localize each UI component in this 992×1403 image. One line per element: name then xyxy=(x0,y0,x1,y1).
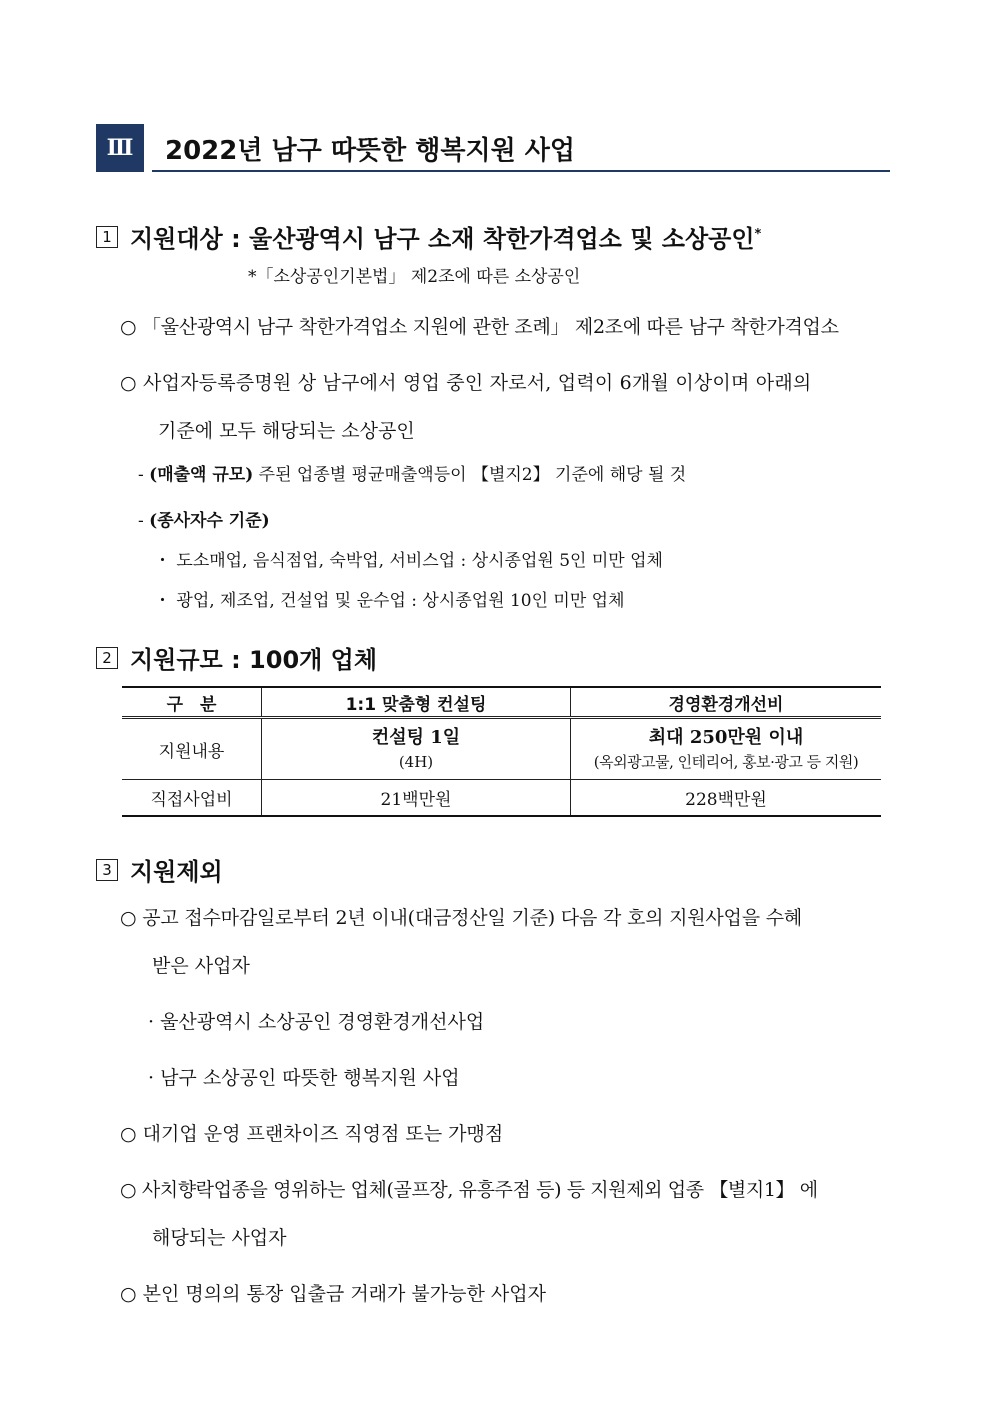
target-item-ordinance: ○ 「울산광역시 남구 착한가격업소 지원에 관한 조례」 제2조에 따른 남구 착한가격업소 xyxy=(120,316,839,338)
table-header-row xyxy=(122,687,881,718)
staff-item-manufacturing: ・ 광업, 제조업, 건설업 및 운수업 : 상시종업원 10인 미만 업체 xyxy=(154,591,625,611)
table-row xyxy=(122,718,881,780)
exclude-item-franchise: ○ 대기업 운영 프랜차이즈 직영점 또는 가맹점 xyxy=(120,1123,504,1145)
sales-prefix: - xyxy=(138,465,150,485)
exclude-item-luxury-cont: 해당되는 사업자 xyxy=(152,1227,287,1249)
sales-label: (매출액 규모) xyxy=(149,465,254,485)
row-label-budget: 직접사업비 xyxy=(122,780,262,816)
section-underline xyxy=(152,170,890,172)
exclude-heading-text: 지원제외 xyxy=(130,858,223,886)
scale-heading xyxy=(96,640,377,675)
header-improvement-cost: 경영환경개선비 xyxy=(571,687,882,718)
sales-text: 주된 업종별 평균매출액등이 【별지2】 기준에 해당 될 것 xyxy=(253,465,687,485)
section-number-badge: Ⅲ xyxy=(96,124,144,172)
exclude-sub-ulsan-program: · 울산광역시 소상공인 경영환경개선사업 xyxy=(148,1011,485,1033)
scale-number-box: 2 xyxy=(96,647,118,669)
target-heading xyxy=(96,219,761,254)
staff-item-retail: ・ 도소매업, 음식점업, 숙박업, 서비스업 : 상시종업원 5인 미만 업체 xyxy=(154,551,663,571)
staff-prefix: - xyxy=(138,511,150,531)
target-sales-criteria xyxy=(138,460,686,485)
cell-improvement-content xyxy=(571,718,882,780)
table-row xyxy=(122,780,881,816)
target-heading-text: 지원대상 : 울산광역시 남구 소재 착한가격업소 및 소상공인 xyxy=(130,225,755,253)
improvement-main: 최대 250만원 이내 xyxy=(648,727,804,748)
target-staff-criteria xyxy=(138,506,270,531)
exclude-item-luxury: ○ 사치향락업종을 영위하는 업체(골프장, 유흥주점 등) 등 지원제외 업종 【별지1】 에 xyxy=(120,1179,818,1201)
cell-improvement-budget: 228백만원 xyxy=(571,780,882,816)
support-scale-table xyxy=(122,686,881,817)
header-category: 구 분 xyxy=(122,687,262,718)
exclude-item-prior-support: ○ 공고 접수마감일로부터 2년 이내(대금정산일 기준) 다음 각 호의 지원사업을 수혜 xyxy=(120,907,803,929)
exclude-item-prior-support-cont: 받은 사업자 xyxy=(152,955,250,977)
scale-heading-text: 지원규모 : 100개 업체 xyxy=(130,646,378,674)
improvement-sub: (옥외광고물, 인테리어, 홍보·광고 등 지원) xyxy=(593,753,859,771)
exclude-item-bank-account: ○ 본인 명의의 통장 입출금 거래가 불가능한 사업자 xyxy=(120,1283,546,1305)
target-number-box: 1 xyxy=(96,226,118,248)
cell-consulting-content xyxy=(262,718,571,780)
exclude-heading xyxy=(96,852,223,887)
cell-consulting-budget: 21백만원 xyxy=(262,780,571,816)
consulting-main: 컨설팅 1일 xyxy=(371,727,461,748)
section-title: 2022년 남구 따뜻한 행복지원 사업 xyxy=(165,136,575,166)
target-item-registration-cont: 기준에 모두 해당되는 소상공인 xyxy=(158,420,415,442)
consulting-sub: (4H) xyxy=(398,753,434,771)
exclude-number-box: 3 xyxy=(96,859,118,881)
target-item-registration: ○ 사업자등록증명원 상 남구에서 영업 중인 자로서, 업력이 6개월 이상이며 아래의 xyxy=(120,372,812,394)
row-label-content: 지원내용 xyxy=(122,718,262,780)
staff-label: (종사자수 기준) xyxy=(149,511,270,531)
header-consulting: 1:1 맞춤형 컨설팅 xyxy=(262,687,571,718)
exclude-sub-namgu-program: · 남구 소상공인 따뜻한 행복지원 사업 xyxy=(148,1067,460,1089)
target-heading-mark: * xyxy=(754,227,762,242)
target-footnote: *「소상공인기본법」 제2조에 따른 소상공인 xyxy=(248,267,581,287)
